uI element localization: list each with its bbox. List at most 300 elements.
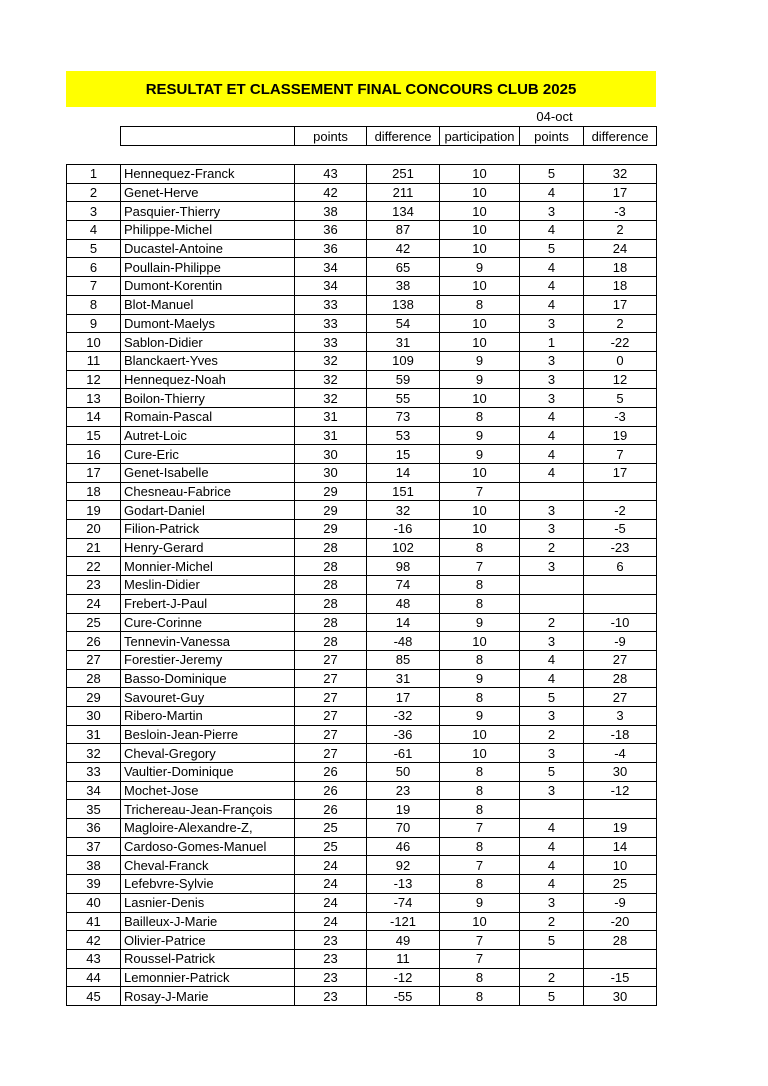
table-row <box>67 221 657 240</box>
rank-cell: 31 <box>67 725 121 744</box>
participation-cell: 10 <box>440 277 520 296</box>
header-row <box>121 127 657 146</box>
rank-cell: 2 <box>67 183 121 202</box>
oct-points-cell: 4 <box>520 819 584 838</box>
table-row <box>67 501 657 520</box>
oct-points-cell: 5 <box>520 165 584 184</box>
date-label: 04-oct <box>536 109 573 124</box>
table-row <box>67 333 657 352</box>
name-cell: Trichereau-Jean-François <box>121 800 295 819</box>
rank-cell: 34 <box>67 781 121 800</box>
participation-cell: 10 <box>440 725 520 744</box>
oct-difference-cell: -20 <box>584 912 657 931</box>
rank-cell: 41 <box>67 912 121 931</box>
oct-difference-cell: 17 <box>584 295 657 314</box>
table-row <box>67 893 657 912</box>
difference-cell: -74 <box>367 893 440 912</box>
name-cell: Hennequez-Franck <box>121 165 295 184</box>
name-cell: Autret-Loic <box>121 426 295 445</box>
oct-points-cell: 2 <box>520 538 584 557</box>
oct-difference-cell <box>584 800 657 819</box>
rank-cell: 8 <box>67 295 121 314</box>
oct-points-cell: 4 <box>520 426 584 445</box>
table-row <box>67 426 657 445</box>
name-cell: Olivier-Patrice <box>121 931 295 950</box>
oct-points-cell: 3 <box>520 893 584 912</box>
oct-difference-cell: -5 <box>584 520 657 539</box>
rank-cell: 20 <box>67 520 121 539</box>
table-row <box>67 763 657 782</box>
table-row <box>67 407 657 426</box>
oct-points-cell: 3 <box>520 781 584 800</box>
oct-difference-cell: 2 <box>584 314 657 333</box>
name-cell: Boilon-Thierry <box>121 389 295 408</box>
difference-cell: 138 <box>367 295 440 314</box>
participation-cell: 8 <box>440 837 520 856</box>
difference-cell: 92 <box>367 856 440 875</box>
points-cell: 24 <box>295 893 367 912</box>
oct-points-cell: 4 <box>520 258 584 277</box>
difference-cell: -12 <box>367 968 440 987</box>
points-cell: 33 <box>295 314 367 333</box>
header-points-oct: points <box>520 127 584 146</box>
oct-difference-cell: 27 <box>584 688 657 707</box>
oct-points-cell: 5 <box>520 239 584 258</box>
oct-points-cell: 2 <box>520 613 584 632</box>
participation-cell: 8 <box>440 407 520 426</box>
difference-cell: 46 <box>367 837 440 856</box>
difference-cell: 53 <box>367 426 440 445</box>
oct-points-cell: 3 <box>520 370 584 389</box>
points-cell: 32 <box>295 370 367 389</box>
participation-cell: 8 <box>440 968 520 987</box>
name-cell: Bailleux-J-Marie <box>121 912 295 931</box>
rank-cell: 26 <box>67 632 121 651</box>
participation-cell: 8 <box>440 538 520 557</box>
name-cell: Pasquier-Thierry <box>121 202 295 221</box>
difference-cell: -36 <box>367 725 440 744</box>
name-cell: Dumont-Maelys <box>121 314 295 333</box>
participation-cell: 10 <box>440 221 520 240</box>
rank-cell: 13 <box>67 389 121 408</box>
oct-difference-cell <box>584 576 657 595</box>
difference-cell: 98 <box>367 557 440 576</box>
participation-cell: 9 <box>440 706 520 725</box>
points-cell: 26 <box>295 781 367 800</box>
name-cell: Savouret-Guy <box>121 688 295 707</box>
oct-difference-cell: 7 <box>584 445 657 464</box>
difference-cell: 31 <box>367 333 440 352</box>
participation-cell: 10 <box>440 333 520 352</box>
points-cell: 33 <box>295 333 367 352</box>
difference-cell: 134 <box>367 202 440 221</box>
header-difference: difference <box>367 127 440 146</box>
points-cell: 27 <box>295 650 367 669</box>
name-cell: Tennevin-Vanessa <box>121 632 295 651</box>
difference-cell: 31 <box>367 669 440 688</box>
points-cell: 24 <box>295 875 367 894</box>
participation-cell: 9 <box>440 669 520 688</box>
points-cell: 31 <box>295 426 367 445</box>
points-cell: 25 <box>295 819 367 838</box>
oct-difference-cell: -23 <box>584 538 657 557</box>
rank-cell: 32 <box>67 744 121 763</box>
name-cell: Romain-Pascal <box>121 407 295 426</box>
rank-cell: 25 <box>67 613 121 632</box>
oct-difference-cell: 27 <box>584 650 657 669</box>
name-cell: Poullain-Philippe <box>121 258 295 277</box>
table-row <box>67 370 657 389</box>
participation-cell: 10 <box>440 632 520 651</box>
table-row <box>67 875 657 894</box>
rank-cell: 17 <box>67 464 121 483</box>
points-cell: 32 <box>295 389 367 408</box>
table-row <box>67 931 657 950</box>
oct-points-cell: 4 <box>520 277 584 296</box>
table-row <box>67 669 657 688</box>
rank-cell: 36 <box>67 819 121 838</box>
participation-cell: 8 <box>440 763 520 782</box>
rank-cell: 1 <box>67 165 121 184</box>
difference-cell: -61 <box>367 744 440 763</box>
points-cell: 23 <box>295 949 367 968</box>
difference-cell: 73 <box>367 407 440 426</box>
table-row <box>67 464 657 483</box>
points-cell: 30 <box>295 445 367 464</box>
oct-difference-cell: 18 <box>584 277 657 296</box>
oct-difference-cell: 17 <box>584 183 657 202</box>
oct-difference-cell: -10 <box>584 613 657 632</box>
difference-cell: 14 <box>367 464 440 483</box>
points-cell: 26 <box>295 763 367 782</box>
table-row <box>67 538 657 557</box>
name-cell: Besloin-Jean-Pierre <box>121 725 295 744</box>
rank-cell: 7 <box>67 277 121 296</box>
name-cell: Blot-Manuel <box>121 295 295 314</box>
oct-points-cell: 3 <box>520 557 584 576</box>
difference-cell: 54 <box>367 314 440 333</box>
participation-cell: 9 <box>440 893 520 912</box>
table-row <box>67 987 657 1006</box>
difference-cell: 87 <box>367 221 440 240</box>
participation-cell: 9 <box>440 613 520 632</box>
participation-cell: 8 <box>440 576 520 595</box>
rank-cell: 23 <box>67 576 121 595</box>
table-row <box>67 632 657 651</box>
participation-cell: 8 <box>440 295 520 314</box>
points-cell: 28 <box>295 594 367 613</box>
name-cell: Meslin-Didier <box>121 576 295 595</box>
rank-cell: 33 <box>67 763 121 782</box>
participation-cell: 8 <box>440 800 520 819</box>
oct-points-cell: 4 <box>520 464 584 483</box>
oct-points-cell: 4 <box>520 407 584 426</box>
points-cell: 28 <box>295 613 367 632</box>
table-row <box>67 688 657 707</box>
oct-difference-cell: 0 <box>584 351 657 370</box>
table-row <box>67 912 657 931</box>
name-cell: Cheval-Gregory <box>121 744 295 763</box>
oct-points-cell: 4 <box>520 445 584 464</box>
oct-points-cell: 1 <box>520 333 584 352</box>
rank-cell: 10 <box>67 333 121 352</box>
points-cell: 29 <box>295 520 367 539</box>
participation-cell: 9 <box>440 370 520 389</box>
oct-points-cell: 4 <box>520 837 584 856</box>
participation-cell: 10 <box>440 202 520 221</box>
difference-cell: 32 <box>367 501 440 520</box>
name-cell: Lemonnier-Patrick <box>121 968 295 987</box>
difference-cell: 211 <box>367 183 440 202</box>
participation-cell: 7 <box>440 949 520 968</box>
points-cell: 36 <box>295 221 367 240</box>
table-row <box>67 351 657 370</box>
table-row <box>67 520 657 539</box>
header-participation: participation <box>440 127 520 146</box>
table-row <box>67 295 657 314</box>
header-points: points <box>295 127 367 146</box>
difference-cell: 17 <box>367 688 440 707</box>
difference-cell: 19 <box>367 800 440 819</box>
difference-cell: 70 <box>367 819 440 838</box>
points-cell: 34 <box>295 258 367 277</box>
table-row <box>67 258 657 277</box>
difference-cell: -32 <box>367 706 440 725</box>
table-row <box>67 706 657 725</box>
oct-points-cell <box>520 949 584 968</box>
points-cell: 23 <box>295 987 367 1006</box>
rank-cell: 18 <box>67 482 121 501</box>
oct-points-cell: 4 <box>520 295 584 314</box>
difference-cell: -121 <box>367 912 440 931</box>
oct-points-cell <box>520 576 584 595</box>
difference-cell: -16 <box>367 520 440 539</box>
oct-points-cell: 3 <box>520 520 584 539</box>
table-row <box>67 613 657 632</box>
oct-difference-cell: -12 <box>584 781 657 800</box>
table-row <box>67 183 657 202</box>
oct-points-cell: 3 <box>520 501 584 520</box>
rank-cell: 3 <box>67 202 121 221</box>
participation-cell: 8 <box>440 650 520 669</box>
difference-cell: 65 <box>367 258 440 277</box>
oct-difference-cell <box>584 949 657 968</box>
table-row <box>67 277 657 296</box>
difference-cell: 49 <box>367 931 440 950</box>
name-cell: Henry-Gerard <box>121 538 295 557</box>
name-cell: Vaultier-Dominique <box>121 763 295 782</box>
oct-points-cell: 3 <box>520 744 584 763</box>
rank-cell: 5 <box>67 239 121 258</box>
name-cell: Cure-Corinne <box>121 613 295 632</box>
rank-cell: 6 <box>67 258 121 277</box>
oct-points-cell: 4 <box>520 183 584 202</box>
participation-cell: 9 <box>440 258 520 277</box>
table-row <box>67 389 657 408</box>
points-cell: 33 <box>295 295 367 314</box>
oct-difference-cell: 30 <box>584 987 657 1006</box>
table-row <box>67 445 657 464</box>
oct-difference-cell: 25 <box>584 875 657 894</box>
table-row <box>67 202 657 221</box>
points-cell: 28 <box>295 576 367 595</box>
table-row <box>67 576 657 595</box>
name-cell: Ducastel-Antoine <box>121 239 295 258</box>
difference-cell: 251 <box>367 165 440 184</box>
name-cell: Forestier-Jeremy <box>121 650 295 669</box>
rank-cell: 38 <box>67 856 121 875</box>
table-row <box>67 557 657 576</box>
oct-points-cell <box>520 594 584 613</box>
table-row <box>67 856 657 875</box>
table-row <box>67 725 657 744</box>
difference-cell: -48 <box>367 632 440 651</box>
points-cell: 29 <box>295 501 367 520</box>
oct-points-cell: 2 <box>520 725 584 744</box>
points-cell: 38 <box>295 202 367 221</box>
header-difference-oct: difference <box>584 127 657 146</box>
difference-cell: 50 <box>367 763 440 782</box>
participation-cell: 8 <box>440 688 520 707</box>
points-cell: 27 <box>295 706 367 725</box>
points-cell: 27 <box>295 725 367 744</box>
oct-points-cell: 3 <box>520 706 584 725</box>
points-cell: 29 <box>295 482 367 501</box>
participation-cell: 10 <box>440 165 520 184</box>
oct-points-cell: 3 <box>520 351 584 370</box>
rank-cell: 39 <box>67 875 121 894</box>
difference-cell: 102 <box>367 538 440 557</box>
points-cell: 23 <box>295 968 367 987</box>
name-cell: Rosay-J-Marie <box>121 987 295 1006</box>
name-cell: Genet-Herve <box>121 183 295 202</box>
name-cell: Genet-Isabelle <box>121 464 295 483</box>
points-cell: 32 <box>295 351 367 370</box>
oct-points-cell <box>520 800 584 819</box>
name-cell: Magloire-Alexandre-Z, <box>121 819 295 838</box>
participation-cell: 9 <box>440 426 520 445</box>
oct-difference-cell: -9 <box>584 893 657 912</box>
name-cell: Lefebvre-Sylvie <box>121 875 295 894</box>
rank-cell: 21 <box>67 538 121 557</box>
rank-cell: 35 <box>67 800 121 819</box>
oct-points-cell: 5 <box>520 688 584 707</box>
participation-cell: 8 <box>440 987 520 1006</box>
name-cell: Ribero-Martin <box>121 706 295 725</box>
participation-cell: 10 <box>440 389 520 408</box>
difference-cell: 74 <box>367 576 440 595</box>
points-cell: 42 <box>295 183 367 202</box>
oct-difference-cell: 3 <box>584 706 657 725</box>
oct-difference-cell <box>584 594 657 613</box>
rank-cell: 28 <box>67 669 121 688</box>
name-cell: Roussel-Patrick <box>121 949 295 968</box>
points-cell: 25 <box>295 837 367 856</box>
points-cell: 26 <box>295 800 367 819</box>
rank-cell: 14 <box>67 407 121 426</box>
oct-points-cell: 4 <box>520 875 584 894</box>
oct-points-cell: 3 <box>520 632 584 651</box>
oct-difference-cell: 10 <box>584 856 657 875</box>
participation-cell: 7 <box>440 482 520 501</box>
participation-cell: 10 <box>440 501 520 520</box>
oct-difference-cell: -15 <box>584 968 657 987</box>
participation-cell: 10 <box>440 912 520 931</box>
table-row <box>67 781 657 800</box>
difference-cell: 109 <box>367 351 440 370</box>
ranking-table <box>66 164 657 1006</box>
difference-cell: -13 <box>367 875 440 894</box>
participation-cell: 7 <box>440 557 520 576</box>
table-row <box>67 594 657 613</box>
oct-points-cell: 4 <box>520 669 584 688</box>
rank-cell: 37 <box>67 837 121 856</box>
header-table <box>120 126 657 146</box>
name-cell: Mochet-Jose <box>121 781 295 800</box>
oct-difference-cell: 18 <box>584 258 657 277</box>
name-cell: Lasnier-Denis <box>121 893 295 912</box>
difference-cell: 55 <box>367 389 440 408</box>
oct-difference-cell: 5 <box>584 389 657 408</box>
name-cell: Blanckaert-Yves <box>121 351 295 370</box>
oct-points-cell: 5 <box>520 763 584 782</box>
difference-cell: 59 <box>367 370 440 389</box>
oct-points-cell: 2 <box>520 968 584 987</box>
oct-difference-cell: 32 <box>584 165 657 184</box>
table-row <box>67 800 657 819</box>
oct-points-cell: 4 <box>520 650 584 669</box>
table-row <box>67 314 657 333</box>
page-title: RESULTAT ET CLASSEMENT FINAL CONCOURS CLUB 2025 <box>145 80 577 98</box>
participation-cell: 10 <box>440 464 520 483</box>
name-cell: Filion-Patrick <box>121 520 295 539</box>
oct-difference-cell: 2 <box>584 221 657 240</box>
oct-points-cell: 5 <box>520 987 584 1006</box>
participation-cell: 9 <box>440 351 520 370</box>
name-cell: Godart-Daniel <box>121 501 295 520</box>
difference-cell: 42 <box>367 239 440 258</box>
oct-points-cell: 3 <box>520 202 584 221</box>
participation-cell: 9 <box>440 445 520 464</box>
rank-cell: 40 <box>67 893 121 912</box>
name-cell: Hennequez-Noah <box>121 370 295 389</box>
table-row <box>67 837 657 856</box>
oct-points-cell: 4 <box>520 221 584 240</box>
oct-points-cell: 2 <box>520 912 584 931</box>
difference-cell: 38 <box>367 277 440 296</box>
name-cell: Monnier-Michel <box>121 557 295 576</box>
rank-cell: 24 <box>67 594 121 613</box>
table-row <box>67 819 657 838</box>
oct-difference-cell: 28 <box>584 931 657 950</box>
rank-cell: 44 <box>67 968 121 987</box>
name-cell: Basso-Dominique <box>121 669 295 688</box>
participation-cell: 7 <box>440 819 520 838</box>
oct-difference-cell: -3 <box>584 407 657 426</box>
points-cell: 27 <box>295 669 367 688</box>
table-row <box>67 165 657 184</box>
header-name <box>121 127 295 146</box>
points-cell: 34 <box>295 277 367 296</box>
points-cell: 43 <box>295 165 367 184</box>
table-row <box>67 949 657 968</box>
oct-difference-cell: 24 <box>584 239 657 258</box>
ranking-body <box>67 165 657 1006</box>
oct-points-cell: 3 <box>520 389 584 408</box>
oct-difference-cell: 19 <box>584 426 657 445</box>
title-banner <box>66 71 656 107</box>
points-cell: 36 <box>295 239 367 258</box>
